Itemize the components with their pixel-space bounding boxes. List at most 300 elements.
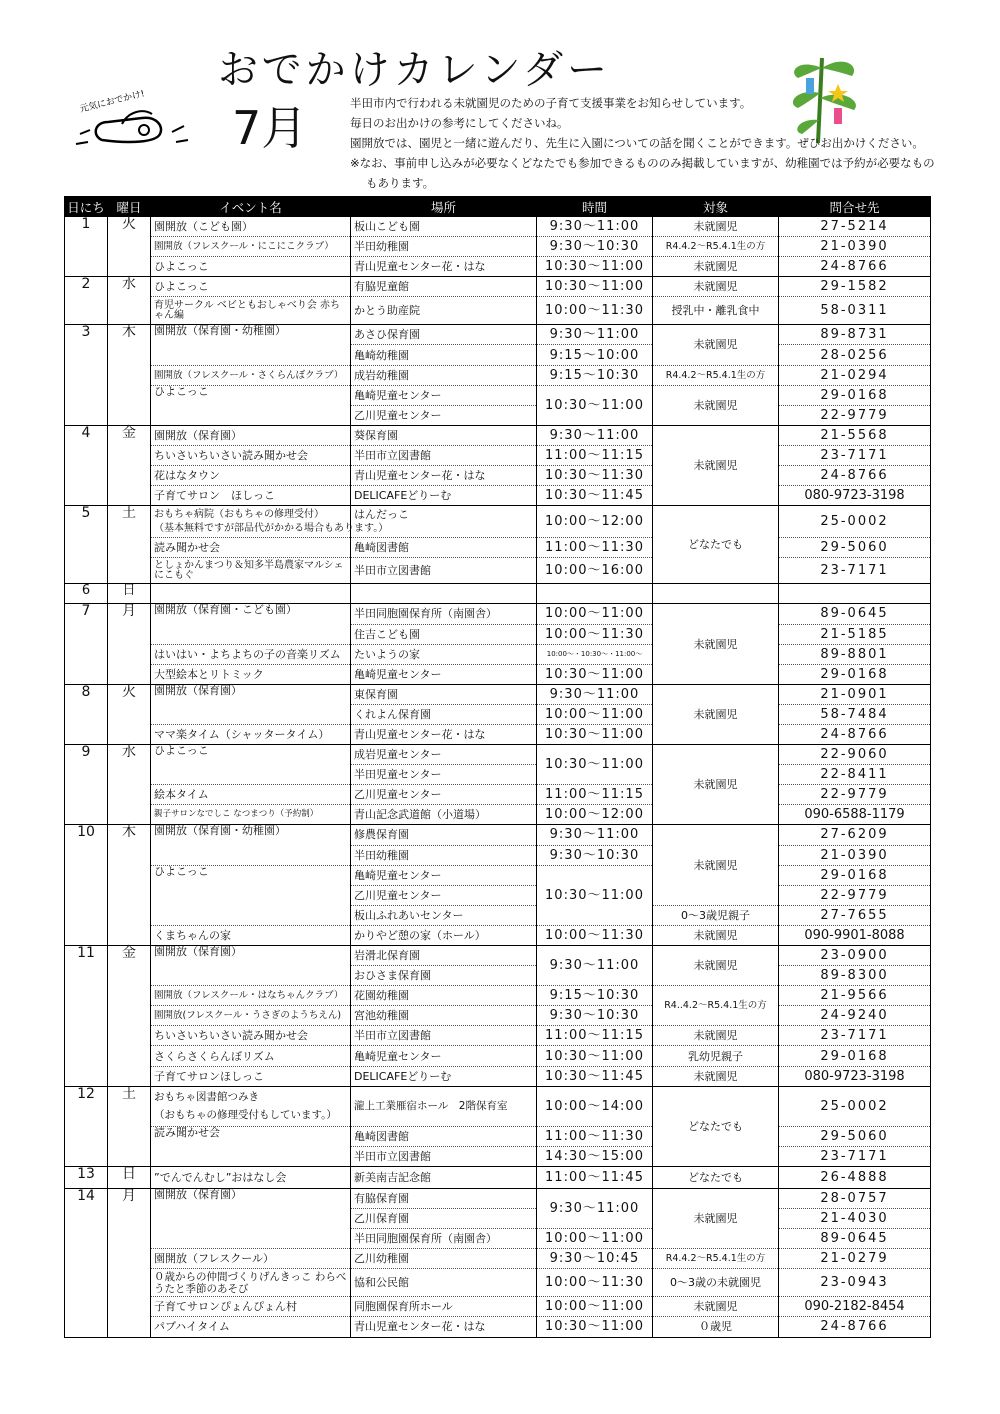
event-name: ひよこっこ: [151, 385, 351, 425]
contact-phone: 28-0256: [779, 345, 931, 365]
place: 亀崎図書館: [351, 1126, 537, 1146]
page-header: [0, 0, 1000, 196]
event-name: 子育てサロンぴょんぴょん村: [151, 1297, 351, 1317]
day-number: 12: [65, 1086, 108, 1166]
table-row: [65, 538, 931, 558]
weekday: 木: [108, 825, 151, 946]
event-name: 読み聞かせ会: [151, 1126, 351, 1166]
time: 9:30～11:00: [537, 325, 653, 345]
table-row: [65, 445, 931, 465]
table-row: [65, 237, 931, 257]
time: 10:30～11:00: [537, 257, 653, 277]
contact-phone: 22-9779: [779, 885, 931, 905]
target: 未就園児: [653, 325, 779, 365]
event-name: ママ楽タイム（シャッタータイム）: [151, 724, 351, 744]
place: 岩滑北保育園: [351, 946, 537, 966]
place: 乙川児童センター: [351, 785, 537, 805]
contact-phone: 090-9901-8088: [779, 925, 931, 945]
event-note: （基本無料ですが部品代がかかる場合もあります。）: [154, 522, 389, 534]
table-row: [65, 217, 931, 237]
contact-phone: 21-5568: [779, 425, 931, 445]
target: 未就園児: [653, 745, 779, 825]
day-number: 6: [65, 584, 108, 604]
event-name: 園開放（保育園）: [151, 684, 351, 724]
time: 9:30～11:00: [537, 825, 653, 845]
time: 9:30～11:00: [537, 425, 653, 445]
weekday: 金: [108, 425, 151, 505]
contact-phone: 21-0390: [779, 845, 931, 865]
place: 新美南吉記念館: [351, 1166, 537, 1188]
contact-phone: 58-7484: [779, 704, 931, 724]
contact-phone: 27-5214: [779, 217, 931, 237]
event-name: 大型絵本とリトミック: [151, 664, 351, 684]
target: R4.4.2～R5.4.1生の方: [653, 1249, 779, 1269]
place: 半田同胞園保育所（南園舎）: [351, 604, 537, 624]
col-header-weekday: 曜日: [108, 197, 151, 217]
time: 10:00～11:30: [537, 1269, 653, 1297]
time: 10:30～11:45: [537, 1066, 653, 1086]
weekday: 水: [108, 745, 151, 825]
place: 成岩幼稚園: [351, 365, 537, 385]
col-header-event: イベント名: [151, 197, 351, 217]
contact-phone: 23-0900: [779, 946, 931, 966]
event-name: ひよこっこ: [151, 865, 351, 925]
place: 乙川幼稚園: [351, 1249, 537, 1269]
place: 亀崎図書館: [351, 538, 537, 558]
event-name: 園開放（保育園・幼稚園）: [151, 825, 351, 865]
place: 東保育園: [351, 684, 537, 704]
contact-phone: 24-8766: [779, 466, 931, 486]
time: 10:00～12:00: [537, 506, 653, 538]
target: 未就園児: [653, 925, 779, 945]
place: かりやど憩の家（ホール）: [351, 925, 537, 945]
empty-cell: [537, 584, 653, 604]
target: 乳幼児親子: [653, 1046, 779, 1066]
time: 11:00～11:45: [537, 1166, 653, 1188]
target: 未就園児: [653, 277, 779, 297]
intro-line: 毎日のお出かけの参考にしてくださいね。: [350, 116, 569, 130]
place: DELICAFEどりーむ: [351, 486, 537, 506]
intro-line: ※なお、事前申し込みが必要なくどなたでも参加できるもののみ掲載していますが、幼稚園では予約が必要なもの: [350, 156, 935, 170]
place: おひさま保育園: [351, 966, 537, 986]
contact-phone: 24-9240: [779, 1006, 931, 1026]
weekday: 月: [108, 604, 151, 684]
event-name: 園開放（こども園）: [151, 217, 351, 237]
time: 9:30～10:30: [537, 845, 653, 865]
table-row: [65, 946, 931, 966]
table-row: [65, 724, 931, 744]
empty-cell: [151, 584, 351, 604]
target: どなたでも: [653, 1086, 779, 1166]
contact-phone: 21-5185: [779, 624, 931, 644]
event-name: くまちゃんの家: [151, 925, 351, 945]
event-name: 読み聞かせ会: [151, 538, 351, 558]
contact-phone: 090-6588-1179: [779, 805, 931, 825]
target: 授乳中・離乳食中: [653, 297, 779, 325]
table-row: [65, 1006, 931, 1026]
event-note: （おもちゃの修理受付もしています。）: [154, 1109, 337, 1122]
place: 花園幼稚園: [351, 986, 537, 1006]
place: 半田幼稚園: [351, 845, 537, 865]
day-number: 7: [65, 604, 108, 684]
event-name: 園開放（フレスクール・にこにこクラブ）: [151, 237, 351, 257]
place: 半田市立図書館: [351, 558, 537, 584]
empty-cell: [779, 584, 931, 604]
place: はんだっこ: [351, 506, 537, 538]
place: 亀崎児童センター: [351, 385, 537, 405]
place: 乙川児童センター: [351, 405, 537, 425]
month-label: 7月: [232, 101, 308, 155]
contact-phone: 23-0943: [779, 1269, 931, 1297]
target: 0～3歳児親子: [653, 905, 779, 925]
contact-phone: 23-7171: [779, 558, 931, 584]
contact-phone: 29-0168: [779, 664, 931, 684]
place: 半田市立図書館: [351, 1146, 537, 1166]
time: 10:30～11:00: [537, 277, 653, 297]
event-name: としょかんまつり＆知多半島農家マルシェ にこもぐ: [151, 558, 351, 584]
place: 有脇保育園: [351, 1188, 537, 1208]
event-name: 子育てサロン ほしっこ: [151, 486, 351, 506]
weekday: 金: [108, 946, 151, 1087]
event-name-line: おもちゃ図書館つみき: [154, 1091, 259, 1104]
target: 未就園児: [653, 257, 779, 277]
table-row: [65, 558, 931, 584]
time: 9:30～11:00: [537, 1188, 653, 1228]
place: 葵保育園: [351, 425, 537, 445]
day-number: 1: [65, 217, 108, 277]
intro-line: 園開放では、園児と一緒に遊んだり、先生に入園についての話を聞くことができます。ぜひお出かけください。: [350, 136, 924, 150]
weekday: 火: [108, 684, 151, 744]
col-header-place: 場所: [351, 197, 537, 217]
contact-phone: 21-0901: [779, 684, 931, 704]
col-header-time: 時間: [537, 197, 653, 217]
contact-phone: 090-2182-8454: [779, 1297, 931, 1317]
place: 亀崎幼稚園: [351, 345, 537, 365]
event-name: ひよこっこ: [151, 745, 351, 785]
contact-phone: 23-7171: [779, 1146, 931, 1166]
place: 半田児童センター: [351, 765, 537, 785]
time: 10:30～11:00: [537, 1046, 653, 1066]
empty-cell: [653, 584, 779, 604]
time: 11:00～11:30: [537, 538, 653, 558]
event-name: 花はなタウン: [151, 466, 351, 486]
event-name: 絵本タイム: [151, 785, 351, 805]
time: 10:30～11:45: [537, 486, 653, 506]
day-number: 8: [65, 684, 108, 744]
contact-phone: 29-5060: [779, 1126, 931, 1146]
table-row: [65, 644, 931, 664]
place: 亀崎児童センター: [351, 865, 537, 885]
target: どなたでも: [653, 1166, 779, 1188]
event-name: 園開放（保育園・幼稚園）: [151, 325, 351, 365]
target: 未就園児: [653, 684, 779, 744]
target: R4..4.2～R5.4.1生の方: [653, 986, 779, 1026]
contact-phone: 21-0390: [779, 237, 931, 257]
place: 板山こども園: [351, 217, 537, 237]
place: あさひ保育園: [351, 325, 537, 345]
table-row: [65, 325, 931, 345]
contact-phone: 22-8411: [779, 765, 931, 785]
contact-phone: 89-8801: [779, 644, 931, 664]
event-name: 園開放(フレスクール・うさぎのようちえん): [151, 1006, 351, 1026]
table-row: [65, 865, 931, 885]
event-name: 園開放（保育園・こども園）: [151, 604, 351, 644]
event-name: 園開放（フレスクール・はなちゃんクラブ）: [151, 986, 351, 1006]
contact-phone: 89-0645: [779, 1229, 931, 1249]
weekday: 水: [108, 277, 151, 325]
event-name: さくらさくらんぼリズム: [151, 1046, 351, 1066]
time: 9:15～10:30: [537, 986, 653, 1006]
event-name-line: おもちゃ病院（おもちゃの修理受付）: [154, 508, 324, 520]
contact-phone: 29-1582: [779, 277, 931, 297]
table-row: [65, 1026, 931, 1046]
event-name: 子育てサロンほしっこ: [151, 1066, 351, 1086]
target: 未就園児: [653, 1066, 779, 1086]
contact-phone: 89-8300: [779, 966, 931, 986]
time: 10:00～11:30: [537, 297, 653, 325]
table-header-row: [65, 197, 931, 217]
place: 宮池幼稚園: [351, 1006, 537, 1026]
day-number: 2: [65, 277, 108, 325]
event-name: 園開放（フレスクール・さくらんぼクラブ）: [151, 365, 351, 385]
day-number: 9: [65, 745, 108, 825]
event-name: 園開放（フレスクール）: [151, 1249, 351, 1269]
place: 有脇児童館: [351, 277, 537, 297]
time: 10:00～11:00: [537, 604, 653, 624]
place: かとう助産院: [351, 297, 537, 325]
place: 半田市立図書館: [351, 1026, 537, 1046]
target: 未就園児: [653, 217, 779, 237]
time: 9:30～10:30: [537, 237, 653, 257]
place: 青山児童センター花・はな: [351, 1317, 537, 1337]
time: 9:15～10:30: [537, 365, 653, 385]
event-name: ちいさいちいさい読み聞かせ会: [151, 1026, 351, 1046]
table-row: [65, 385, 931, 405]
weekday: 木: [108, 325, 151, 425]
time: 10:30～11:00: [537, 865, 653, 925]
event-name: ”でんでんむし”おはなし会: [151, 1166, 351, 1188]
event-name: パブハイタイム: [151, 1317, 351, 1337]
col-header-date: 日にち: [65, 197, 108, 217]
page-title: おでかけカレンダー: [218, 47, 611, 93]
contact-phone: 28-0757: [779, 1188, 931, 1208]
place: 半田同胞園保育所（南園舎）: [351, 1229, 537, 1249]
event-name: ひよこっこ: [151, 277, 351, 297]
event-name: 園開放（保育園）: [151, 1188, 351, 1248]
target: R4.4.2～R5.4.1生の方: [653, 365, 779, 385]
time: 10:00～14:00: [537, 1086, 653, 1126]
target: 未就園児: [653, 1188, 779, 1248]
contact-phone: 23-7171: [779, 1026, 931, 1046]
time: 9:30～10:30: [537, 1006, 653, 1026]
weekday: 土: [108, 1086, 151, 1166]
event-name: 園開放（保育園）: [151, 425, 351, 445]
place: 半田幼稚園: [351, 237, 537, 257]
time: 11:00～11:15: [537, 445, 653, 465]
place: 青山児童センター花・はな: [351, 466, 537, 486]
event-name: [151, 1086, 351, 1126]
contact-phone: 29-0168: [779, 865, 931, 885]
contact-phone: 29-5060: [779, 538, 931, 558]
time: 11:00～11:30: [537, 1126, 653, 1146]
contact-phone: 25-0002: [779, 1086, 931, 1126]
table-row: [65, 297, 931, 325]
time: 10:30～11:00: [537, 385, 653, 425]
place: 青山児童センター花・はな: [351, 257, 537, 277]
table-row: [65, 1166, 931, 1188]
table-row: [65, 1126, 931, 1146]
time: 10:00～・10:30～・11:00～: [537, 644, 653, 664]
target: ０歳児: [653, 1317, 779, 1337]
day-number: 14: [65, 1188, 108, 1337]
place: DELICAFEどりーむ: [351, 1066, 537, 1086]
place: 半田市立図書館: [351, 445, 537, 465]
event-name: はいはい・よちよちの子の音楽リズム: [151, 644, 351, 664]
contact-phone: 29-0168: [779, 1046, 931, 1066]
table-row: [65, 506, 931, 538]
place: 瀧上工業雁宿ホール 2階保育室: [351, 1086, 537, 1126]
contact-phone: 080-9723-3198: [779, 486, 931, 506]
logo-text: 元気におでかけ!: [78, 89, 146, 115]
time: 10:00～12:00: [537, 805, 653, 825]
table-row: [65, 664, 931, 684]
day-number: 13: [65, 1166, 108, 1188]
table-row: [65, 825, 931, 845]
place: たいようの家: [351, 644, 537, 664]
weekday: 月: [108, 1188, 151, 1337]
event-name: ０歳からの仲間づくりげんきっこ わらべうたと季節のあそび: [151, 1269, 351, 1297]
table-row: [65, 1188, 931, 1208]
place: 亀崎児童センター: [351, 664, 537, 684]
table-row: [65, 604, 931, 624]
table-row: [65, 745, 931, 765]
contact-phone: 29-0168: [779, 385, 931, 405]
shoes-logo-icon: [72, 78, 194, 154]
contact-phone: 27-6209: [779, 825, 931, 845]
place: 亀崎児童センター: [351, 1046, 537, 1066]
contact-phone: 21-4030: [779, 1209, 931, 1229]
table-row: [65, 584, 931, 604]
table-row: [65, 1317, 931, 1337]
contact-phone: 24-8766: [779, 1317, 931, 1337]
time: 14:30～15:00: [537, 1146, 653, 1166]
contact-phone: 23-7171: [779, 445, 931, 465]
place: 乙川保育園: [351, 1209, 537, 1229]
contact-phone: 27-7655: [779, 905, 931, 925]
weekday: 火: [108, 217, 151, 277]
contact-phone: 080-9723-3198: [779, 1066, 931, 1086]
time: 10:30～11:00: [537, 664, 653, 684]
contact-phone: 58-0311: [779, 297, 931, 325]
table-row: [65, 684, 931, 704]
time: 10:30～11:00: [537, 745, 653, 785]
target: R4.4.2～R5.4.1生の方: [653, 237, 779, 257]
time: 10:30～11:00: [537, 724, 653, 744]
time: 9:15～10:00: [537, 345, 653, 365]
intro-text: [350, 93, 970, 193]
contact-phone: 89-8731: [779, 325, 931, 345]
table-row: [65, 925, 931, 945]
table-row: [65, 1046, 931, 1066]
contact-phone: 89-0645: [779, 604, 931, 624]
place: 青山記念武道館（小道場）: [351, 805, 537, 825]
day-number: 5: [65, 506, 108, 584]
time: 10:00～11:30: [537, 925, 653, 945]
time: 10:00～16:00: [537, 558, 653, 584]
time: 10:00～11:00: [537, 704, 653, 724]
target: 未就園児: [653, 1026, 779, 1046]
time: 10:30～11:00: [537, 1317, 653, 1337]
day-number: 10: [65, 825, 108, 946]
time: 10:00～11:00: [537, 1297, 653, 1317]
target: 未就園児: [653, 385, 779, 425]
contact-phone: 22-9779: [779, 785, 931, 805]
time: 9:30～11:00: [537, 946, 653, 986]
time: 10:30～11:30: [537, 466, 653, 486]
target: 未就園児: [653, 946, 779, 986]
contact-phone: 25-0002: [779, 506, 931, 538]
contact-phone: 22-9779: [779, 405, 931, 425]
table-row: [65, 1066, 931, 1086]
table-row: [65, 1249, 931, 1269]
place: 同胞園保育所ホール: [351, 1297, 537, 1317]
day-number: 11: [65, 946, 108, 1087]
event-name: 園開放（保育園）: [151, 946, 351, 986]
time: 11:00～11:15: [537, 1026, 653, 1046]
table-row: [65, 1297, 931, 1317]
empty-cell: [351, 584, 537, 604]
event-name: ちいさいちいさい読み聞かせ会: [151, 445, 351, 465]
contact-phone: 26-4888: [779, 1166, 931, 1188]
weekday: 土: [108, 506, 151, 584]
contact-phone: 22-9060: [779, 745, 931, 765]
day-number: 4: [65, 425, 108, 505]
place: 青山児童センター花・はな: [351, 724, 537, 744]
target: どなたでも: [653, 506, 779, 584]
contact-phone: 21-0279: [779, 1249, 931, 1269]
day-number: 3: [65, 325, 108, 425]
target: 0～3歳の未就園児: [653, 1269, 779, 1297]
table-row: [65, 257, 931, 277]
col-header-contact: 問合せ先: [779, 197, 931, 217]
table-row: [65, 466, 931, 486]
target: 未就園児: [653, 1297, 779, 1317]
time: 9:30～10:45: [537, 1249, 653, 1269]
calendar-table: [64, 196, 931, 1338]
intro-line: もあります。: [366, 176, 435, 190]
time: 10:00～11:00: [537, 1229, 653, 1249]
contact-phone: 24-8766: [779, 257, 931, 277]
place: 板山ふれあいセンター: [351, 905, 537, 925]
table-row: [65, 425, 931, 445]
place: 協和公民館: [351, 1269, 537, 1297]
event-name: 親子サロンなでしこ なつまつり（予約制）: [151, 805, 351, 825]
contact-phone: 24-8766: [779, 724, 931, 744]
place: 成岩児童センター: [351, 745, 537, 765]
contact-phone: 21-0294: [779, 365, 931, 385]
time: 9:30～11:00: [537, 684, 653, 704]
table-row: [65, 1086, 931, 1126]
contact-phone: 21-9566: [779, 986, 931, 1006]
table-row: [65, 1269, 931, 1297]
time: 10:00～11:30: [537, 624, 653, 644]
table-row: [65, 805, 931, 825]
target: 未就園児: [653, 604, 779, 684]
table-row: [65, 785, 931, 805]
event-name: 育児サークル ベビともおしゃべり会 赤ちゃん編: [151, 297, 351, 325]
time: 9:30～11:00: [537, 217, 653, 237]
weekday: 日: [108, 1166, 151, 1188]
